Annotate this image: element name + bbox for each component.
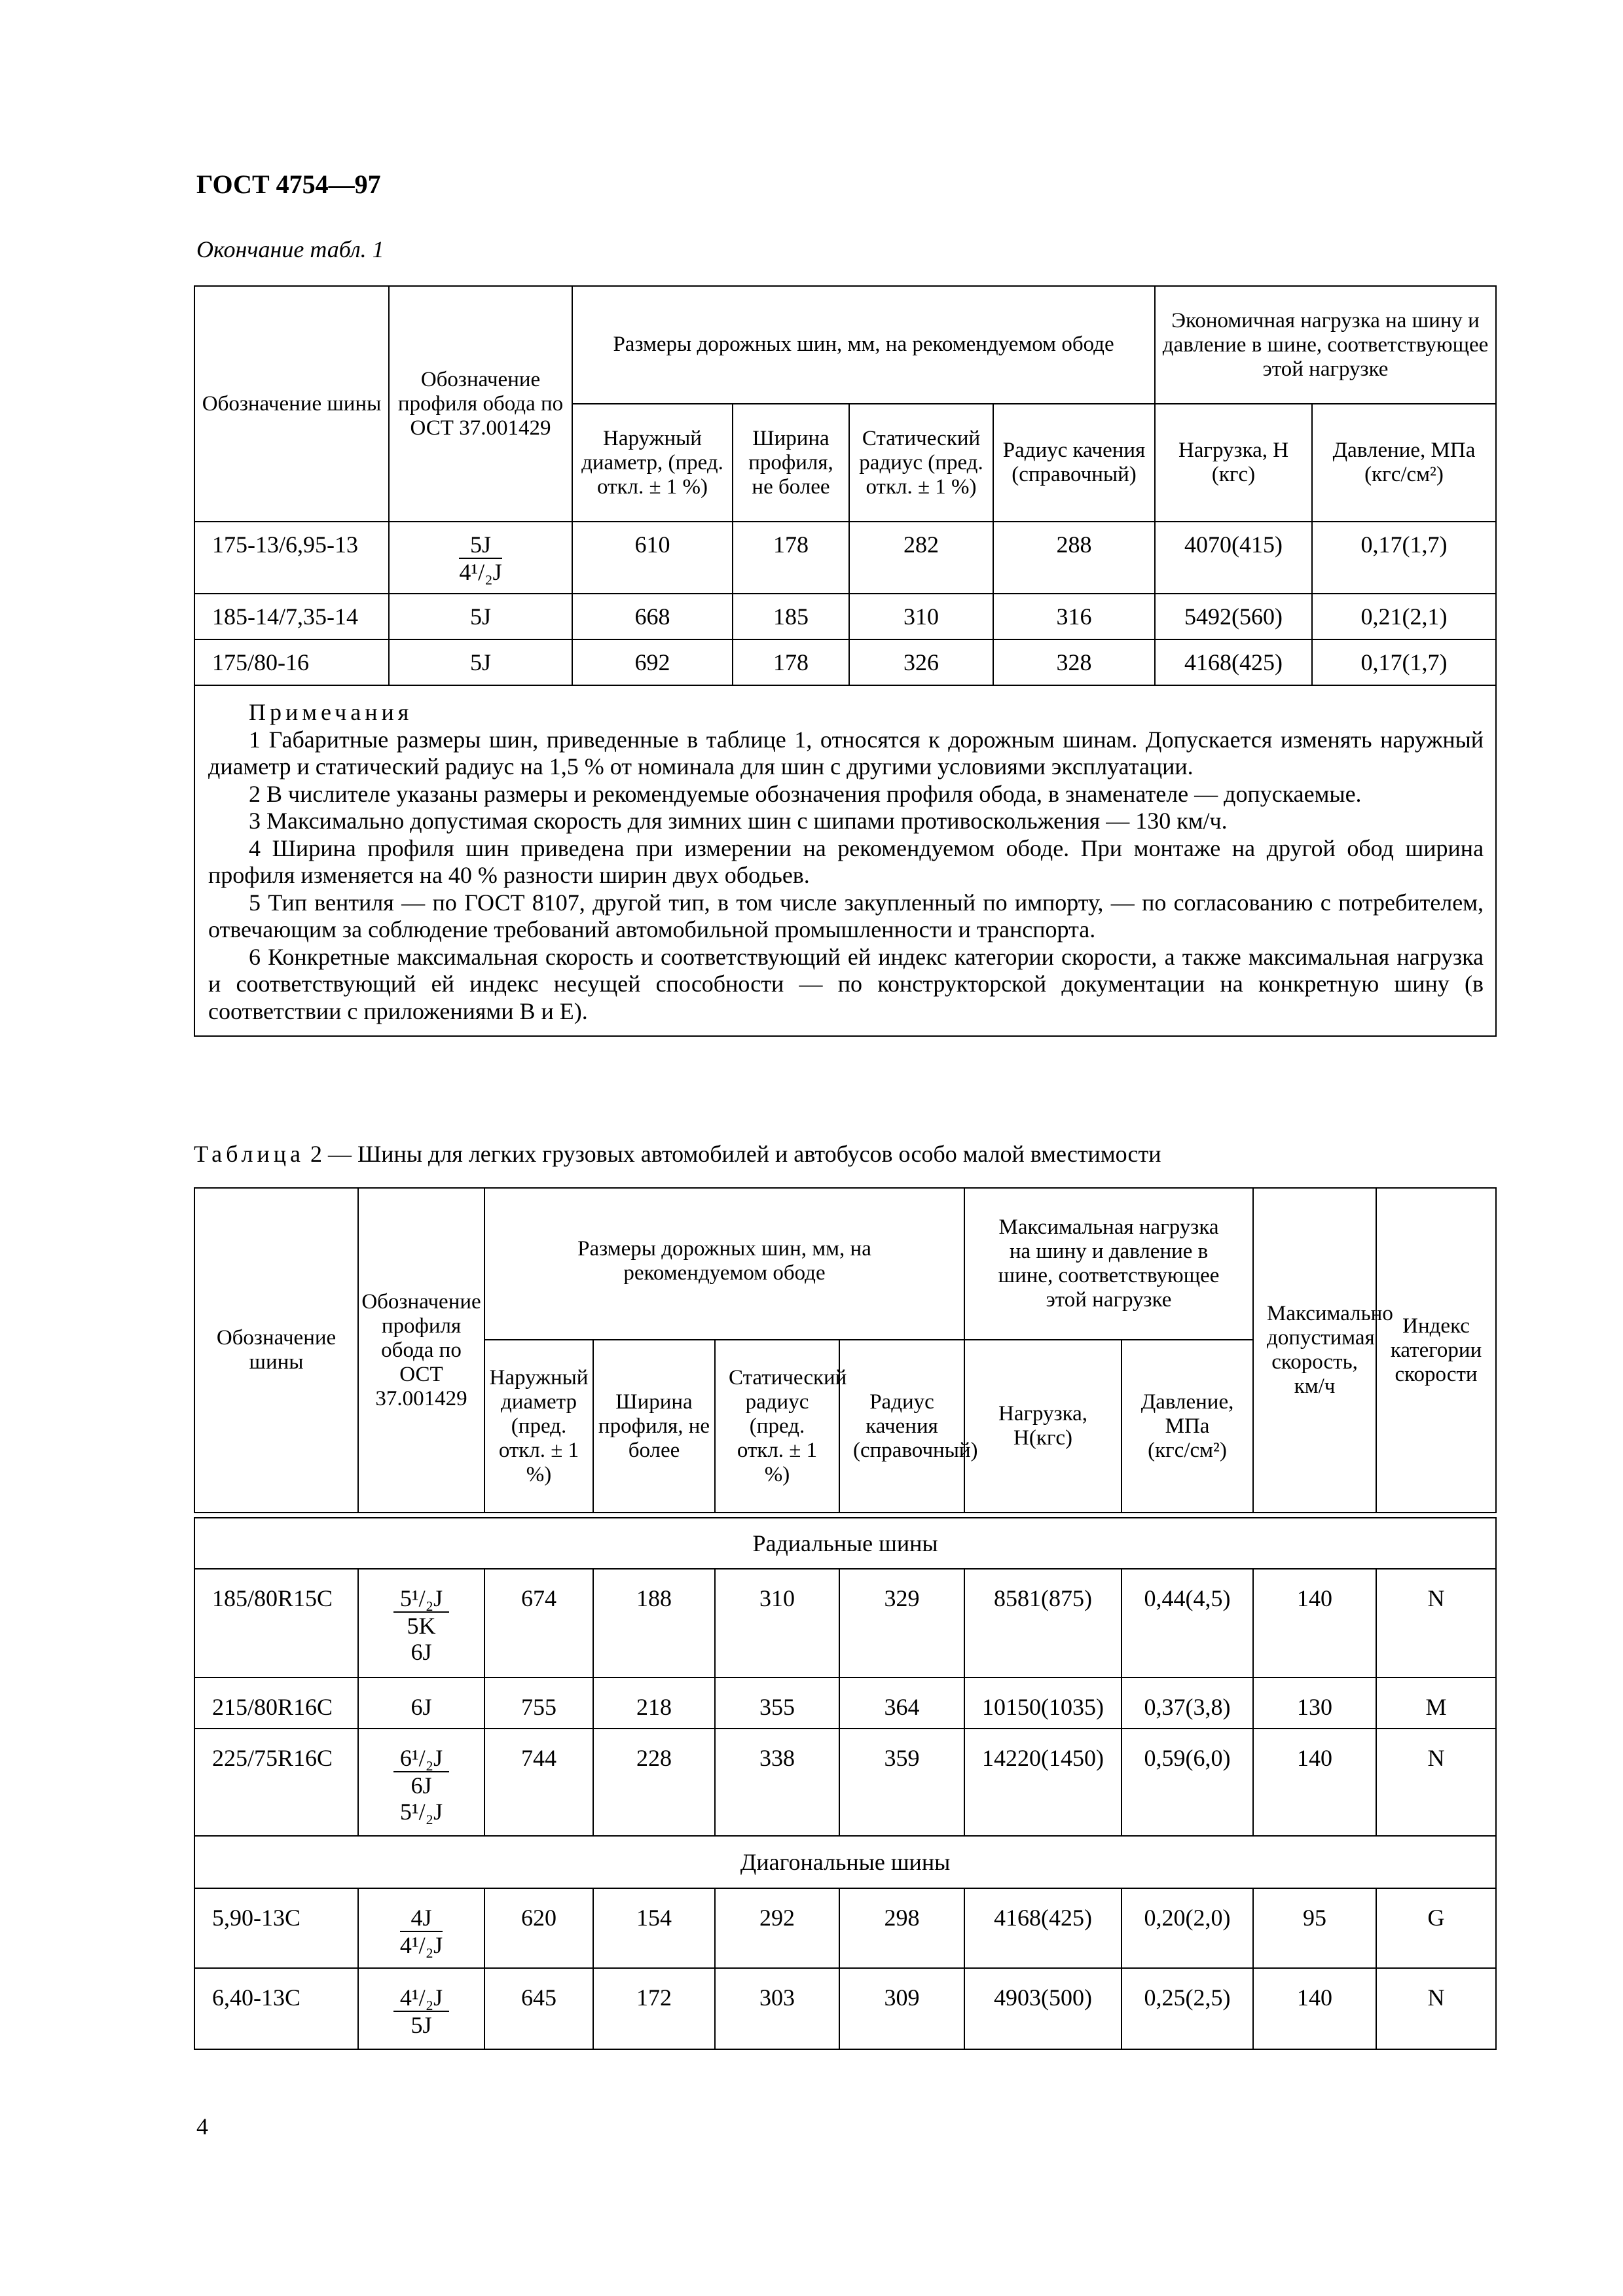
tire-designation: 5,90-13C <box>194 1888 358 1968</box>
rim-profile: 5J <box>389 639 572 685</box>
rolling-radius: 298 <box>839 1888 964 1968</box>
table-row <box>194 522 1496 594</box>
max-speed: 130 <box>1253 1677 1376 1729</box>
rim-allowed: 4¹/₂J <box>399 1932 443 1958</box>
rim-profile <box>358 1888 484 1968</box>
max-speed: 95 <box>1253 1888 1376 1968</box>
load: 14220(1450) <box>964 1729 1122 1836</box>
max-speed: 140 <box>1253 1729 1376 1836</box>
pressure: 0,17(1,7) <box>1312 522 1496 594</box>
note-item: 5 Тип вентиля — по ГОСТ 8107, другой тип, в том числе закупленный по импорту, — по согласованию с потребителем, отвечающим за соблюдение требований автомобильной промышленности и транспорта. <box>208 889 1484 942</box>
document-title: ГОСТ 4754—97 <box>196 170 381 199</box>
note-item: 2 В числителе указаны размеры и рекомендуемые обозначения профиля обода, в знаменателе — допускаемые. <box>249 780 1362 807</box>
header-speed-index: Индекс категории скорости <box>1376 1188 1496 1513</box>
rim-recommended: 6¹/₂J <box>393 1745 449 1772</box>
table-row <box>194 1569 1496 1677</box>
header-road-tire-sizes: Размеры дорожных шин, мм, на рекомендуемом ободе <box>572 286 1155 404</box>
rim-recommended: 4J <box>400 1905 443 1932</box>
header-max-load: Максимальная нагрузка на шину и давление в шине, соответствующее этой нагрузке <box>964 1188 1253 1340</box>
table-row <box>194 1888 1496 1968</box>
profile-width: 218 <box>593 1677 715 1729</box>
section-radial-tires: Радиальные шины <box>194 1518 1496 1569</box>
tire-designation: 215/80R16C <box>194 1677 358 1729</box>
table-continuation-caption: Окончание табл. 1 <box>196 236 384 262</box>
pressure: 0,17(1,7) <box>1312 639 1496 685</box>
rolling-radius: 329 <box>839 1569 964 1677</box>
header-rolling-radius: Радиус качения (справочный) <box>839 1340 964 1513</box>
section-diagonal-tires: Диагональные шины <box>194 1836 1496 1888</box>
pressure: 0,37(3,8) <box>1122 1677 1253 1729</box>
load: 10150(1035) <box>964 1677 1122 1729</box>
outer-diameter: 674 <box>484 1569 593 1677</box>
pressure: 0,21(2,1) <box>1312 594 1496 639</box>
pressure: 0,44(4,5) <box>1122 1569 1253 1677</box>
header-economic-load: Экономичная нагрузка на шину и давление в шине, соответствующее этой нагрузке <box>1155 286 1496 404</box>
outer-diameter: 645 <box>484 1968 593 2049</box>
speed-index: N <box>1376 1729 1496 1836</box>
note-item: 6 Конкретные максимальная скорость и соответствующий ей индекс категории скорости, а также максимальная нагрузка и соответствующий ей индекс несущей способности — по конструкторской документации на конкретную шину (в соответствии с приложениями В и Е). <box>208 943 1484 1024</box>
page-number: 4 <box>196 2113 208 2140</box>
outer-diameter: 755 <box>484 1677 593 1729</box>
header-tire-designation: Обозначение шины <box>194 1188 358 1513</box>
profile-width: 154 <box>593 1888 715 1968</box>
rim-profile <box>358 1729 484 1836</box>
static-radius: 355 <box>715 1677 839 1729</box>
static-radius: 310 <box>849 594 993 639</box>
rim-profile: 6J <box>358 1677 484 1729</box>
header-rim-profile: Обозначение профиля обода по ОСТ 37.001429 <box>358 1188 484 1513</box>
table-row <box>194 594 1496 639</box>
header-pressure-units: Давление, МПа <box>1140 1390 1234 1438</box>
note-item: 1 Габаритные размеры шин, приведенные в таблице 1, относятся к дорожным шинам. Допускается изменять наружный диаметр и статический радиус на 1,5 % от номинала для шин с другими условиями эксплуатации. <box>208 726 1484 780</box>
rim-recommended: 4¹/₂J <box>393 1984 449 2012</box>
outer-diameter: 692 <box>572 639 733 685</box>
tire-designation: 175/80-16 <box>194 639 389 685</box>
table-2-title <box>194 1140 1161 1168</box>
rim-profile: 5J <box>389 594 572 639</box>
header-rim-profile: Обозначение профиля обода по ОСТ 37.001429 <box>389 286 572 522</box>
pressure: 0,25(2,5) <box>1122 1968 1253 2049</box>
static-radius: 310 <box>715 1569 839 1677</box>
table-2 <box>194 1187 1497 2050</box>
rim-profile <box>389 522 572 594</box>
load: 4168(425) <box>1155 639 1312 685</box>
rim-profile-fraction <box>459 531 501 585</box>
tire-designation: 175-13/6,95-13 <box>194 522 389 594</box>
rim-allowed: 4¹/₂J <box>459 559 502 585</box>
rim-profile <box>358 1968 484 2049</box>
header-profile-width: Ширина профиля, не более <box>733 404 849 522</box>
rolling-radius: 359 <box>839 1729 964 1836</box>
static-radius: 303 <box>715 1968 839 2049</box>
tire-designation: 185/80R15C <box>194 1569 358 1677</box>
table-2-title-word: Таблица <box>194 1141 304 1167</box>
header-pressure <box>1122 1340 1253 1513</box>
rim-profile-fraction <box>393 1984 449 2038</box>
load: 4070(415) <box>1155 522 1312 594</box>
static-radius: 282 <box>849 522 993 594</box>
profile-width: 178 <box>733 522 849 594</box>
header-pressure-units: Давление, МПа <box>1332 439 1476 462</box>
pressure: 0,59(6,0) <box>1122 1729 1253 1836</box>
speed-index: N <box>1376 1569 1496 1677</box>
static-radius: 326 <box>849 639 993 685</box>
rolling-radius: 316 <box>993 594 1155 639</box>
header-pressure <box>1312 404 1496 522</box>
rolling-radius: 309 <box>839 1968 964 2049</box>
rolling-radius: 288 <box>993 522 1155 594</box>
rim-profile-fraction <box>393 1585 449 1665</box>
header-tire-designation: Обозначение шины <box>194 286 389 522</box>
speed-index: N <box>1376 1968 1496 2049</box>
header-max-speed: Максимально допустимая скорость, км/ч <box>1253 1188 1376 1513</box>
header-static-radius: Статический радиус (пред. откл. ± 1 %) <box>715 1340 839 1513</box>
note-item: 3 Максимально допустимая скорость для зимних шин с шипами противоскольжения — 130 км/ч. <box>249 808 1228 834</box>
profile-width: 188 <box>593 1569 715 1677</box>
rim-recommended: 5J <box>459 531 501 559</box>
profile-width: 178 <box>733 639 849 685</box>
profile-width: 228 <box>593 1729 715 1836</box>
header-outer-diameter: Наружный диаметр (пред. откл. ± 1 %) <box>484 1340 593 1513</box>
static-radius: 292 <box>715 1888 839 1968</box>
speed-index: G <box>1376 1888 1496 1968</box>
load: 4903(500) <box>964 1968 1122 2049</box>
rim-profile-fraction <box>400 1905 443 1958</box>
rim-allowed: 5K <box>407 1613 436 1639</box>
table-row <box>194 1677 1496 1729</box>
header-outer-diameter: Наружный диаметр, (пред. откл. ± 1 %) <box>572 404 733 522</box>
outer-diameter: 620 <box>484 1888 593 1968</box>
rim-allowed: 6J <box>410 1639 432 1665</box>
table-2-title-text: 2 — Шины для легких грузовых автомобилей и автобусов особо малой вместимости <box>304 1141 1161 1167</box>
rim-profile <box>358 1569 484 1677</box>
rim-profile-fraction <box>393 1745 449 1825</box>
max-speed: 140 <box>1253 1968 1376 2049</box>
outer-diameter: 668 <box>572 594 733 639</box>
load: 8581(875) <box>964 1569 1122 1677</box>
profile-width: 172 <box>593 1968 715 2049</box>
table-row <box>194 1729 1496 1836</box>
notes-title: Примечания <box>249 699 413 725</box>
rolling-radius: 364 <box>839 1677 964 1729</box>
header-pressure-alt-units: (кгс/см²) <box>1364 463 1444 486</box>
table-row <box>194 1968 1496 2049</box>
profile-width: 185 <box>733 594 849 639</box>
static-radius: 338 <box>715 1729 839 1836</box>
load: 5492(560) <box>1155 594 1312 639</box>
header-static-radius: Статический радиус (пред. откл. ± 1 %) <box>849 404 993 522</box>
table-notes <box>194 685 1496 1036</box>
table-row <box>194 639 1496 685</box>
note-item: 4 Ширина профиля шин приведена при измерении на рекомендуемом ободе. При монтаже на другой обод ширина профиля изменяется на 40 % разности ширин двух ободьев. <box>208 834 1484 888</box>
load: 4168(425) <box>964 1888 1122 1968</box>
speed-index: M <box>1376 1677 1496 1729</box>
header-load: Нагрузка, Н(кгс) <box>964 1340 1122 1513</box>
outer-diameter: 610 <box>572 522 733 594</box>
header-load: Нагрузка, Н (кгс) <box>1155 404 1312 522</box>
outer-diameter: 744 <box>484 1729 593 1836</box>
pressure: 0,20(2,0) <box>1122 1888 1253 1968</box>
rim-allowed: 6J <box>410 1772 432 1799</box>
rim-allowed: 5J <box>410 2012 432 2038</box>
tire-designation: 6,40-13C <box>194 1968 358 2049</box>
rim-allowed: 5¹/₂J <box>399 1799 443 1825</box>
table-1 <box>194 285 1497 1037</box>
rolling-radius: 328 <box>993 639 1155 685</box>
max-speed: 140 <box>1253 1569 1376 1677</box>
rim-recommended: 5¹/₂J <box>393 1585 449 1613</box>
tire-designation: 185-14/7,35-14 <box>194 594 389 639</box>
header-rolling-radius: Радиус качения (справочный) <box>993 404 1155 522</box>
tire-designation: 225/75R16C <box>194 1729 358 1836</box>
header-profile-width: Ширина профиля, не более <box>593 1340 715 1513</box>
header-pressure-alt-units: (кгс/см²) <box>1148 1438 1227 1462</box>
header-road-tire-sizes: Размеры дорожных шин, мм, на рекомендуемом ободе <box>484 1188 964 1340</box>
